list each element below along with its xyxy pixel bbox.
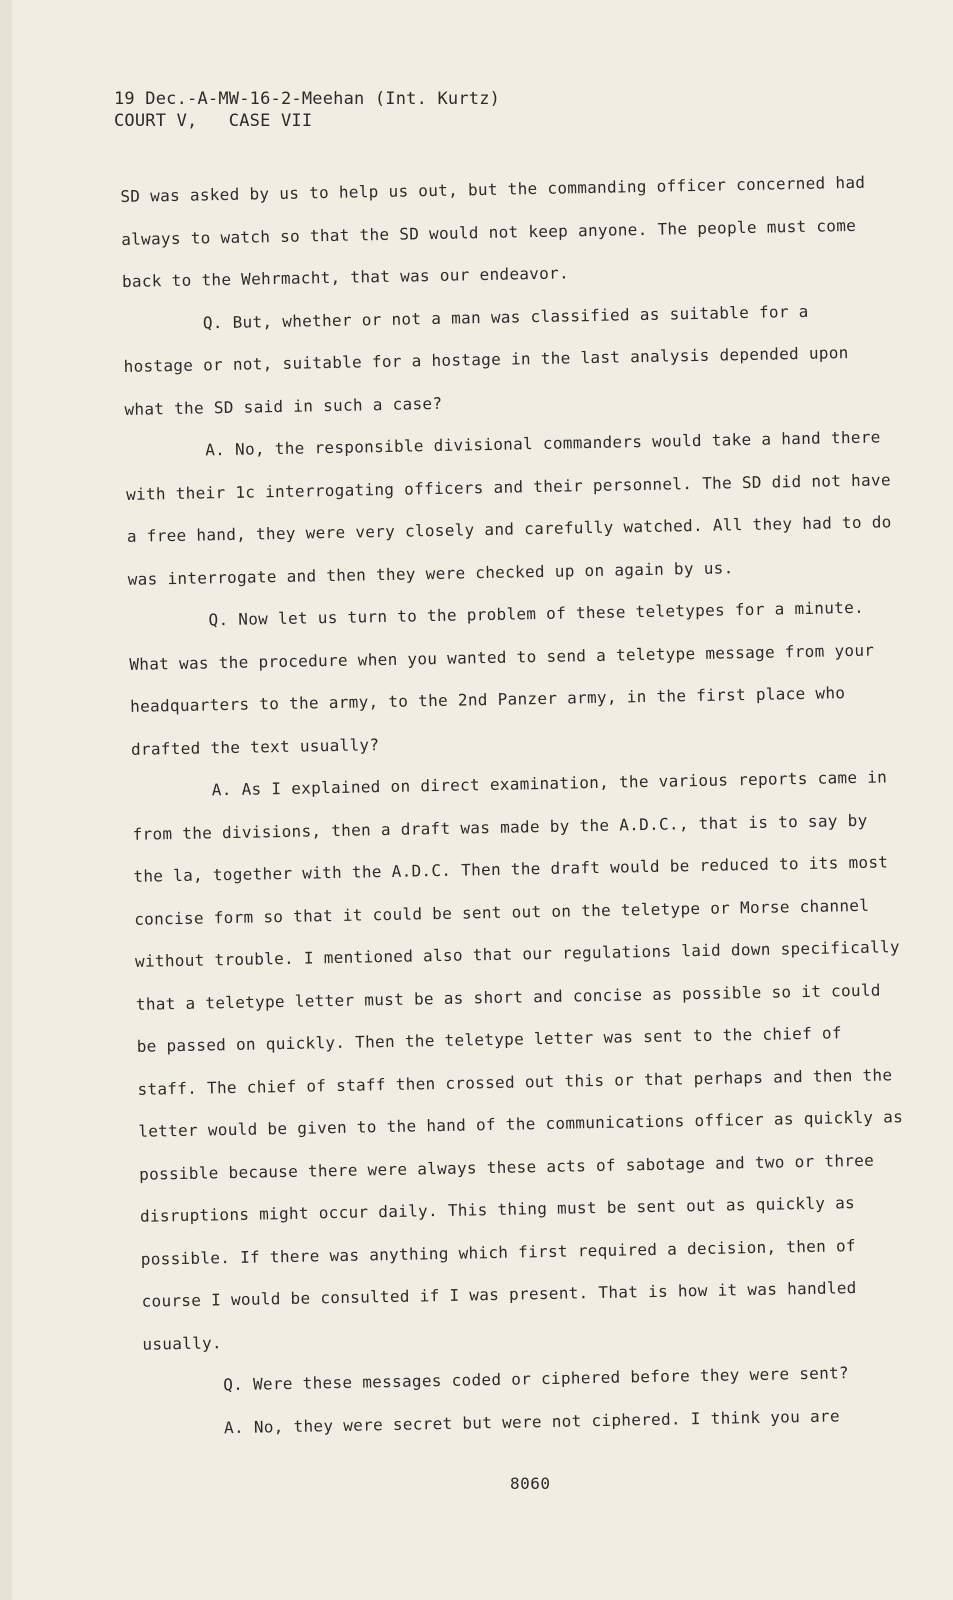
paragraph: Q. But, whether or not a man was classified as suitable for a hostage or not, suitable for a hostage in the last analysis depended upon what the SD said in such a case? (123, 301, 849, 419)
document-header (114, 88, 500, 132)
header-case-reference: 19 Dec.-A-MW-16-2-Meehan (Int. Kurtz) (114, 89, 501, 109)
paragraph: Q. Now let us turn to the problem of these teletypes for a minute. What was the procedure when you wanted to send a teletype message from your headquarters to the army, to the 2nd Panzer army, in the first place who drafted the text usually? (129, 597, 875, 759)
paragraph: SD was asked by us to help us out, but the commanding officer concerned had always to watch so that the SD would not keep anyone. The people must come back to the Wehrmacht, that was our endeavor. (120, 172, 866, 291)
paragraph: A. No, they were secret but were not ciphered. I think you are (223, 1405, 840, 1437)
header-court-case: COURT V, CASE VII (114, 111, 313, 131)
page-number: 8060 (510, 1474, 551, 1493)
paragraph: A. As I explained on direct examination, the various reports came in from the divisions, then a draft was made by the A.D.C., that is to say by the la, together with the A.D.C. Then the draft would be reduced to its most concise form so that it could be sent out on the teletype or Morse channel without trouble. I mentioned also that our regulations laid down specifically that a teletype letter must be as short and concise as possible so it could be passed on quickly. Then the teletype letter was sent to the chief of staff. The chief of staff then crossed out this or that perhaps and then the letter would be given to the hand of the communications officer as quickly as possible because there were always these acts of sabotage and two or three disruptions might occur daily. This thing must be sent out as quickly as possible. If there was anything which first required a decision, then of course I would be consulted if I was present. That is how it was handled usually. (132, 767, 904, 1354)
transcript-body (120, 161, 909, 1450)
paragraph: Q. Were these messages coded or ciphered before they were sent? (223, 1363, 850, 1395)
paragraph: A. No, the responsible divisional commanders would take a hand there with their 1c interrogating officers and their personnel. The SD did not have a free hand, they were very closely and carefully watched. All they had to do was interrogate and then they were checked up on again by us. (125, 427, 892, 589)
